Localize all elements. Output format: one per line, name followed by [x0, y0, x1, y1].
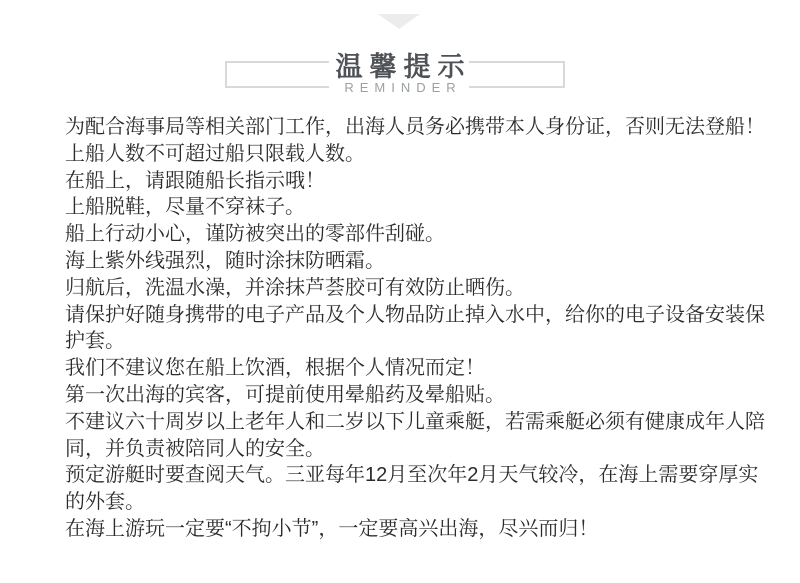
tip-text: 不建议六十周岁以上老年人和二岁以下儿童乘艇，若需乘艇必须有健康成年人陪同，并负责被陪同人的安全。 [65, 410, 765, 460]
tip-text: 归航后，洗温水澡，并涂抹芦荟胶可有效防止晒伤。 [65, 276, 525, 299]
tip-text: 船上行动小心，谨防被突出的零部件刮碰。 [65, 223, 445, 246]
diamond-bullet-icon [36, 168, 65, 195]
diamond-bullet-icon [36, 302, 65, 329]
tip-item [36, 302, 769, 356]
tip-text: 为配合海事局等相关部门工作，出海人员务必携带本人身份证，否则无法登船！ [65, 116, 765, 138]
page-subtitle: REMINDER [344, 80, 462, 95]
tip-text: 第一次出海的宾客，可提前使用晕船药及晕船贴。 [65, 383, 505, 406]
tip-item [36, 275, 769, 302]
diamond-bullet-icon [36, 462, 65, 489]
tip-item [36, 168, 769, 195]
tip-item [36, 141, 769, 168]
diamond-bullet-icon [36, 141, 65, 168]
diamond-bullet-icon [36, 355, 65, 382]
tip-item [36, 114, 769, 141]
diamond-bullet-icon [36, 248, 65, 275]
diamond-bullet-icon [36, 114, 65, 141]
diamond-bullet-icon [36, 221, 65, 248]
diamond-bullet-icon [36, 382, 65, 409]
tip-item [36, 462, 769, 516]
diamond-bullet-icon [36, 194, 65, 221]
tip-text: 我们不建议您在船上饮酒，根据个人情况而定！ [65, 357, 485, 380]
tip-item [36, 355, 769, 382]
down-triangle-icon [378, 14, 420, 29]
tip-item [36, 516, 769, 543]
tip-item [36, 409, 769, 463]
tips-list [0, 114, 800, 543]
page-title: 温馨提示 [335, 52, 472, 82]
tip-text: 在船上，请跟随船长指示哦！ [65, 169, 325, 192]
tip-text: 预定游艇时要查阅天气。三亚每年12月至次年2月天气较冷，在海上需要穿厚实的外套。 [65, 464, 759, 514]
tip-item [36, 221, 769, 248]
diamond-bullet-icon [36, 516, 65, 543]
tip-text: 请保护好随身携带的电子产品及个人物品防止掉入水中，给你的电子设备安装保护套。 [65, 303, 765, 353]
tip-text: 上船人数不可超过船只限载人数。 [65, 142, 365, 165]
tip-text: 在海上游玩一定要“不拘小节”，一定要高兴出海，尽兴而归！ [65, 517, 599, 540]
tip-text: 海上紫外线强烈，随时涂抹防晒霜。 [65, 249, 385, 272]
diamond-bullet-icon [36, 275, 65, 302]
tip-item [36, 382, 769, 409]
tip-item [36, 194, 769, 221]
diamond-bullet-icon [36, 409, 65, 436]
tip-item [36, 248, 769, 275]
tip-text: 上船脱鞋，尽量不穿袜子。 [65, 196, 305, 219]
